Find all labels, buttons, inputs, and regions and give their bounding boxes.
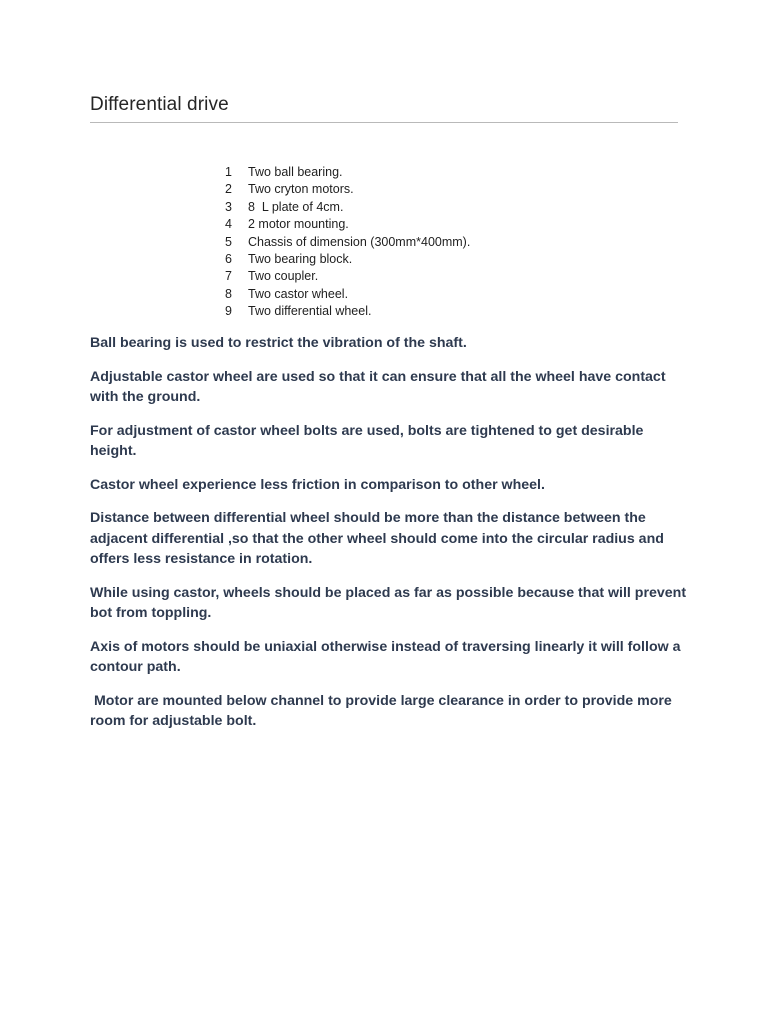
list-item bbox=[222, 234, 470, 251]
list-item-number: 7 bbox=[225, 269, 232, 284]
list-item bbox=[222, 303, 470, 320]
list-item bbox=[222, 181, 470, 198]
list-item-number: 8 bbox=[225, 286, 232, 301]
body-text bbox=[90, 333, 690, 745]
list-item-text: Two ball bearing. bbox=[248, 165, 343, 179]
list-item bbox=[222, 199, 470, 216]
parts-list bbox=[222, 164, 470, 321]
list-item-text: Two bearing block. bbox=[248, 251, 353, 266]
list-item bbox=[222, 251, 470, 268]
list-item bbox=[222, 164, 470, 181]
paragraph: Motor are mounted below channel to provide large clearance in order to provide more room for adjustable bolt. bbox=[90, 692, 676, 729]
list-item-number: 3 bbox=[225, 199, 232, 214]
list-item bbox=[222, 216, 470, 233]
list-item-text: Two cryton motors. bbox=[248, 182, 354, 197]
paragraph: For adjustment of castor wheel bolts are used, bolts are tightened to get desirable height. bbox=[90, 422, 644, 459]
paragraph: While using castor, wheels should be placed as far as possible because that will prevent bot from toppling. bbox=[90, 584, 687, 621]
list-item-number: 6 bbox=[225, 251, 232, 266]
paragraph: Distance between differential wheel should be more than the distance between the adjacent differential ,so that the other wheel should come into the circular radius and offers less resistance in rotation. bbox=[90, 510, 664, 567]
list-item-number: 1 bbox=[225, 165, 232, 179]
list-item-number: 2 bbox=[225, 182, 232, 197]
title-divider bbox=[90, 122, 678, 123]
paragraph: Adjustable castor wheel are used so that it can ensure that all the wheel have contact with the ground. bbox=[90, 368, 666, 405]
page-title: Differential drive bbox=[90, 94, 229, 115]
paragraph: Castor wheel experience less friction in comparison to other wheel. bbox=[90, 476, 545, 493]
list-item-number: 4 bbox=[225, 217, 232, 232]
list-item-text: 8 L plate of 4cm. bbox=[248, 199, 344, 214]
list-item-text: 2 motor mounting. bbox=[248, 217, 349, 232]
list-item-text: Two coupler. bbox=[248, 269, 319, 284]
list-item-number: 5 bbox=[225, 234, 232, 249]
list-item bbox=[222, 268, 470, 285]
list-item-text: Two differential wheel. bbox=[248, 304, 372, 319]
list-item-text: Two castor wheel. bbox=[248, 286, 349, 301]
paragraph: Axis of motors should be uniaxial otherwise instead of traversing linearly it will follow a contour path. bbox=[90, 638, 681, 675]
list-item-number: 9 bbox=[225, 304, 232, 319]
list-item-text: Chassis of dimension (300mm*400mm). bbox=[248, 234, 471, 249]
list-item bbox=[222, 286, 470, 303]
paragraph: Ball bearing is used to restrict the vibration of the shaft. bbox=[90, 335, 467, 351]
